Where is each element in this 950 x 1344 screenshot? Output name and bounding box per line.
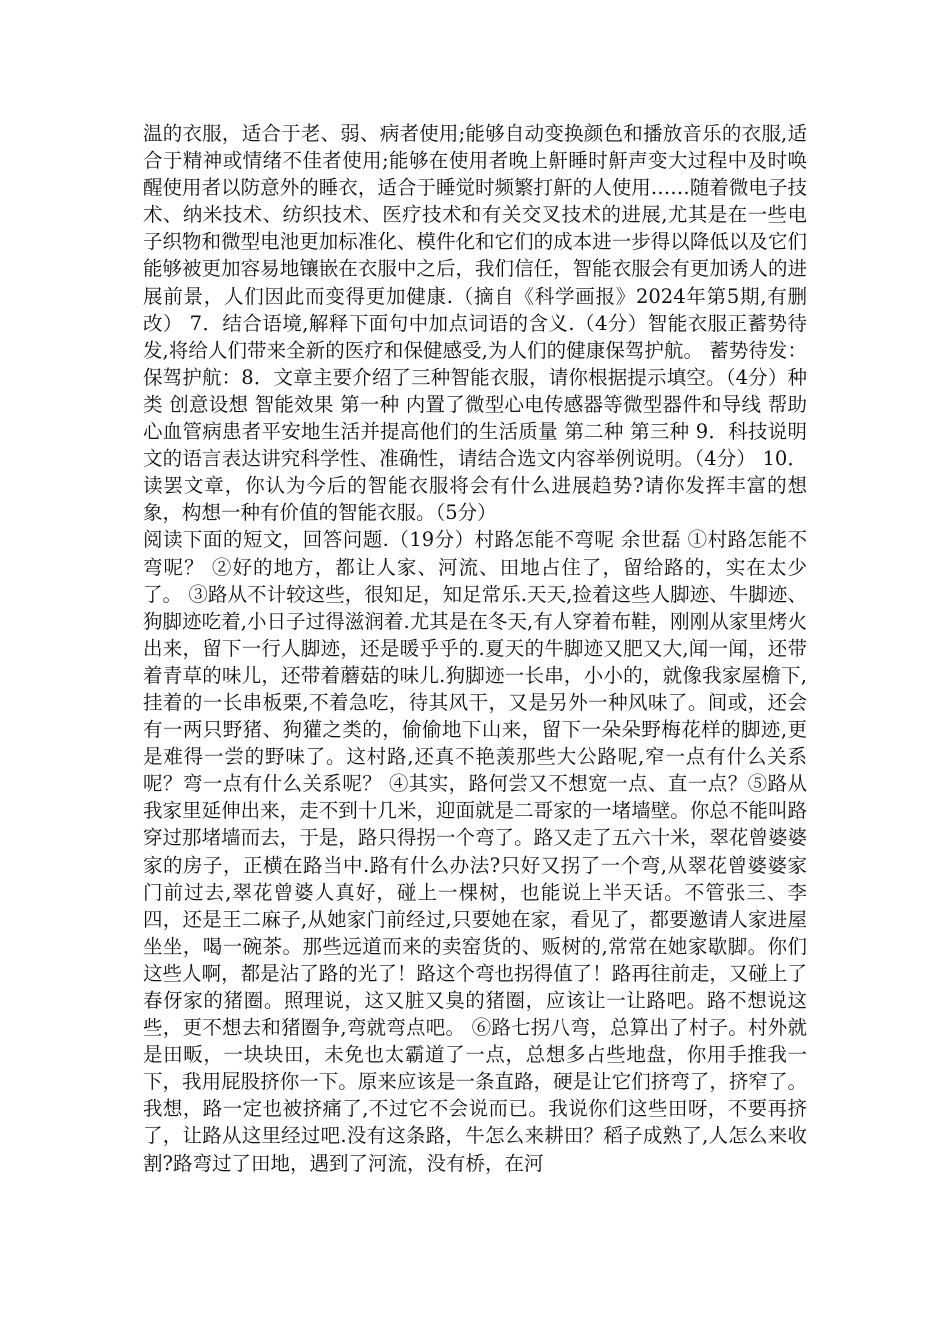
paragraph-village-road: 阅读下面的短文，回答问题.（19分）村路怎能不弯呢 余世磊 ①村路怎能不弯呢？ ②好的地方，都让人家、河流、田地占住了，留给路的，实在太少了。 ③路从不计较这些，很知足，知足常乐.天天,捡着这些人脚迹、牛脚迹、狗脚迹吃着,小日子过得滋润着.尤其是在冬天,有人穿着布鞋，刚刚从家里烤火出来，留下一行人脚迹，还是暖乎乎的.夏天的牛脚迹又肥又大,闻一闻，还带着青草的味儿，还带着蘑菇的味儿.狗脚迹一长串，小小的，就像我家屋檐下,挂着的一长串板栗,不着急吃，待其风干，又是另外一种风味了。间或，还会有一两只野猪、狗獾之类的，偷偷地下山来，留下一朵朵野梅花样的脚迹,更是难得一尝的野味了。这村路,还真不艳羡那些大公路呢,窄一点有什么关系呢？弯一点有什么关系呢？ ④其实，路何尝又不想宽一点、直一点？⑤路从我家里延伸出来，走不到十几米，迎面就是二哥家的一堵墙壁。你总不能叫路穿过那堵墙而去，于是，路只得拐一个弯了。路又走了五六十米，翠花曾婆婆家的房子，正横在路当中.路有什么办法?只好又拐了一个弯,从翠花曾婆婆家门前过去,翠花曾婆人真好，碰上一棵树，也能说上半天话。不管张三、李四，还是王二麻子,从她家门前经过,只要她在家，看见了，都要邀请人家进屋坐坐，喝一碗茶。那些远道而来的卖窑货的、贩树的,常常在她家歇脚。你们这些人啊，都是沾了路的光了！路这个弯也拐得值了！路再往前走，又碰上了春伢家的猪圈。照理说，这又脏又臭的猪圈，应该让一让路吧。路不想说这些，更不想去和猪圈争,弯就弯点吧。 ⑥路七拐八弯，总算出了村子。村外就是田畈，一块块田，未免也太霸道了一点，总想多占些地盘，你用手推我一下，我用屁股挤你一下。原来应该是一条直路，硬是让它们挤弯了，挤窄了。我想，路一定也被挤痛了,不过它不会说而已。我说你们这些田呀，不要再挤了，让路从这里经过吧.没有这条路，牛怎么来耕田？稻子成熟了,人怎么来收割?路弯过了田地，遇到了河流，没有桥，在河 [143,528,807,1175]
paragraph-smart-clothing: 温的衣服，适合于老、弱、病者使用;能够自动变换颜色和播放音乐的衣服,适合于精神或情绪不佳者使用;能够在使用者晚上鼾睡时鼾声变大过程中及时唤醒使用者以防意外的睡衣，适合于睡觉时频繁打鼾的人使用……随着微电子技术、纳米技术、纺织技术、医疗技术和有关交叉技术的进展,尤其是在一些电子织物和微型电池更加标准化、模件化和它们的成本进一步得以降低以及它们能够被更加容易地镶嵌在衣服中之后，我们信任，智能衣服会有更加诱人的进展前景，人们因此而变得更加健康.（摘自《科学画报》2024年第5期,有删改） 7．结合语境,解释下面句中加点词语的含义.（4分）智能衣服正蓄势待发,将给人们带来全新的医疗和保健感受,为人们的健康保驾护航。 蓄势待发：保驾护航：8．文章主要介绍了三种智能衣服，请你根据提示填空。（4分）种类 创意设想 智能效果 第一种 内置了微型心电传感器等微型器件和导线 帮助心血管病患者平安地生活并提高他们的生活质量 第二种 第三种 9．科技说明文的语言表达讲究科学性、准确性，请结合选文内容举例说明。（4分） 10．读罢文章，你认为今后的智能衣服将会有什么进展趋势?请你发挥丰富的想象，构想一种有价值的智能衣服。（5分） [143,122,807,525]
document-page [143,120,807,1177]
